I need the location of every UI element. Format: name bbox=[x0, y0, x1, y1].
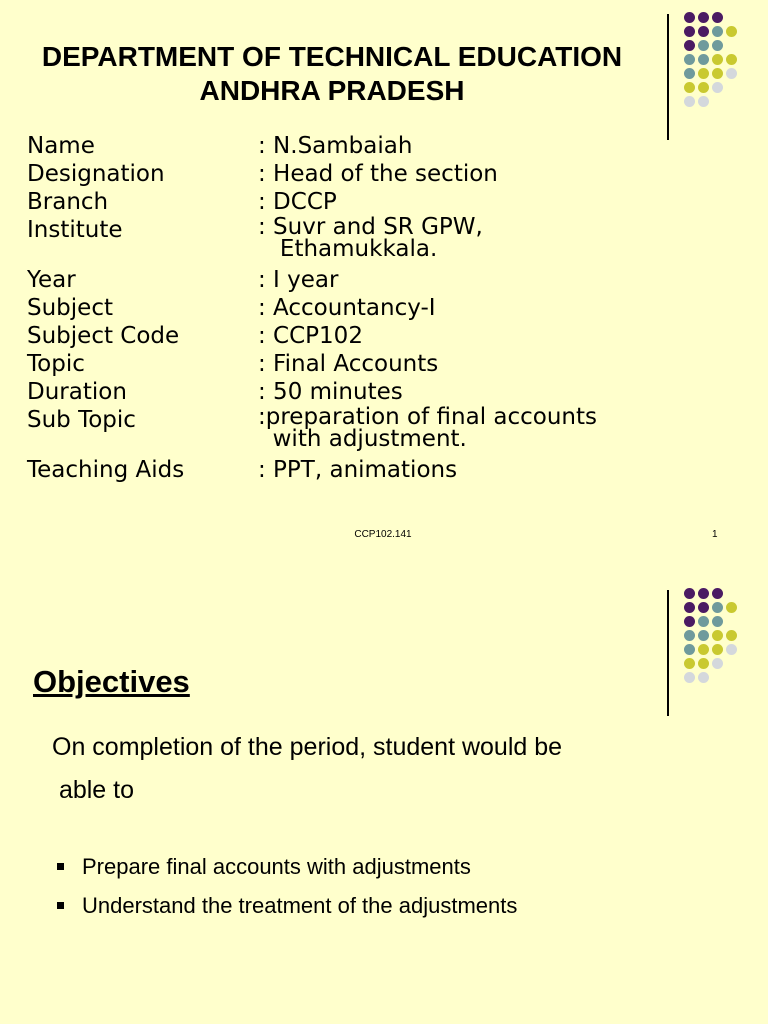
info-table bbox=[27, 132, 667, 484]
info-value: : N.Sambaiah bbox=[258, 133, 413, 159]
title-line-1: DEPARTMENT OF TECHNICAL EDUCATION bbox=[41, 41, 623, 72]
info-value: : Final Accounts bbox=[258, 351, 439, 377]
info-row-topic bbox=[27, 350, 667, 378]
info-row-duration bbox=[27, 378, 667, 406]
decorative-dot bbox=[684, 96, 695, 107]
decorative-dot bbox=[684, 602, 695, 613]
decorative-dot bbox=[684, 630, 695, 641]
info-row-teaching-aids bbox=[27, 456, 667, 484]
decorative-dot bbox=[712, 54, 723, 65]
decorative-dot bbox=[684, 644, 695, 655]
decorative-dot bbox=[684, 616, 695, 627]
decorative-dot bbox=[712, 588, 723, 599]
info-value: : DCCP bbox=[258, 189, 337, 215]
info-value: : Head of the section bbox=[258, 161, 498, 187]
decorative-dot bbox=[726, 54, 737, 65]
info-value: : Suvr and SR GPW, Ethamukkala. bbox=[258, 214, 483, 262]
decorative-dot bbox=[698, 54, 709, 65]
info-value: : PPT, animations bbox=[258, 457, 458, 483]
decorative-dot bbox=[712, 82, 723, 93]
info-value: : Accountancy-I bbox=[258, 295, 436, 321]
info-row-branch bbox=[27, 188, 667, 216]
decorative-dot bbox=[726, 630, 737, 641]
decorative-dot bbox=[698, 630, 709, 641]
slide-footer-code: CCP102.141 bbox=[354, 529, 412, 540]
decorative-dot bbox=[726, 26, 737, 37]
decorative-dot bbox=[698, 602, 709, 613]
info-label: Branch bbox=[27, 189, 109, 215]
decorative-dot bbox=[684, 26, 695, 37]
bullet-square-icon bbox=[57, 863, 64, 870]
info-label: Topic bbox=[27, 351, 85, 377]
slide-title bbox=[0, 40, 664, 108]
list-item-text: Prepare final accounts with adjustments bbox=[82, 854, 471, 879]
decorative-dot bbox=[712, 68, 723, 79]
objectives-heading: Objectives bbox=[33, 664, 190, 699]
decorative-dot bbox=[698, 616, 709, 627]
slide-page-number: 1 bbox=[712, 529, 718, 540]
info-label: Subject Code bbox=[27, 323, 180, 349]
decorative-dot bbox=[698, 26, 709, 37]
decorative-dot bbox=[698, 96, 709, 107]
info-value: : 50 minutes bbox=[258, 379, 403, 405]
decorative-dot bbox=[684, 588, 695, 599]
decorative-dot bbox=[698, 12, 709, 23]
decorative-dot bbox=[698, 658, 709, 669]
info-label: Teaching Aids bbox=[27, 457, 185, 483]
info-row-institute bbox=[27, 216, 667, 266]
decorative-dot bbox=[712, 658, 723, 669]
decorative-dot bbox=[684, 672, 695, 683]
title-line-2: ANDHRA PRADESH bbox=[199, 75, 465, 106]
info-row-subject-code bbox=[27, 322, 667, 350]
decorative-divider-line bbox=[667, 14, 669, 140]
info-row-name bbox=[27, 132, 667, 160]
info-row-designation bbox=[27, 160, 667, 188]
info-label: Subject bbox=[27, 295, 113, 321]
decorative-dot bbox=[684, 54, 695, 65]
info-label: Duration bbox=[27, 379, 127, 405]
info-value: : CCP102 bbox=[258, 323, 363, 349]
list-item bbox=[54, 854, 517, 893]
decorative-dot bbox=[684, 658, 695, 669]
decorative-dot bbox=[684, 68, 695, 79]
slide-2 bbox=[0, 576, 768, 1024]
decorative-dot bbox=[712, 602, 723, 613]
decorative-dot bbox=[726, 602, 737, 613]
info-value: : I year bbox=[258, 267, 339, 293]
decorative-dot bbox=[684, 82, 695, 93]
info-value: :preparation of final accounts with adjustment. bbox=[258, 404, 598, 452]
list-item-text: Understand the treatment of the adjustments bbox=[82, 893, 518, 918]
decorative-divider-line bbox=[667, 590, 669, 716]
objectives-list bbox=[54, 854, 517, 932]
decorative-dot bbox=[712, 644, 723, 655]
decorative-dot bbox=[712, 26, 723, 37]
bullet-square-icon bbox=[57, 902, 64, 909]
decorative-dot bbox=[698, 82, 709, 93]
info-label: Sub Topic bbox=[27, 407, 136, 433]
objectives-intro: On completion of the period, student would be able to bbox=[52, 733, 563, 804]
decorative-dot bbox=[684, 40, 695, 51]
decorative-dot bbox=[698, 68, 709, 79]
decorative-dot bbox=[698, 588, 709, 599]
decorative-dot bbox=[726, 644, 737, 655]
decorative-dot bbox=[712, 630, 723, 641]
list-item bbox=[54, 893, 517, 932]
info-label: Name bbox=[27, 133, 95, 159]
decorative-dot bbox=[698, 40, 709, 51]
info-label: Year bbox=[27, 267, 76, 293]
decorative-dot bbox=[698, 672, 709, 683]
info-label: Designation bbox=[27, 161, 165, 187]
decorative-dot bbox=[684, 12, 695, 23]
info-row-sub-topic bbox=[27, 406, 667, 456]
info-label: Institute bbox=[27, 217, 123, 243]
info-row-year bbox=[27, 266, 667, 294]
decorative-dot bbox=[712, 40, 723, 51]
decorative-dot bbox=[712, 12, 723, 23]
decorative-dot bbox=[712, 616, 723, 627]
decorative-dot bbox=[698, 644, 709, 655]
info-row-subject bbox=[27, 294, 667, 322]
decorative-dot bbox=[726, 68, 737, 79]
